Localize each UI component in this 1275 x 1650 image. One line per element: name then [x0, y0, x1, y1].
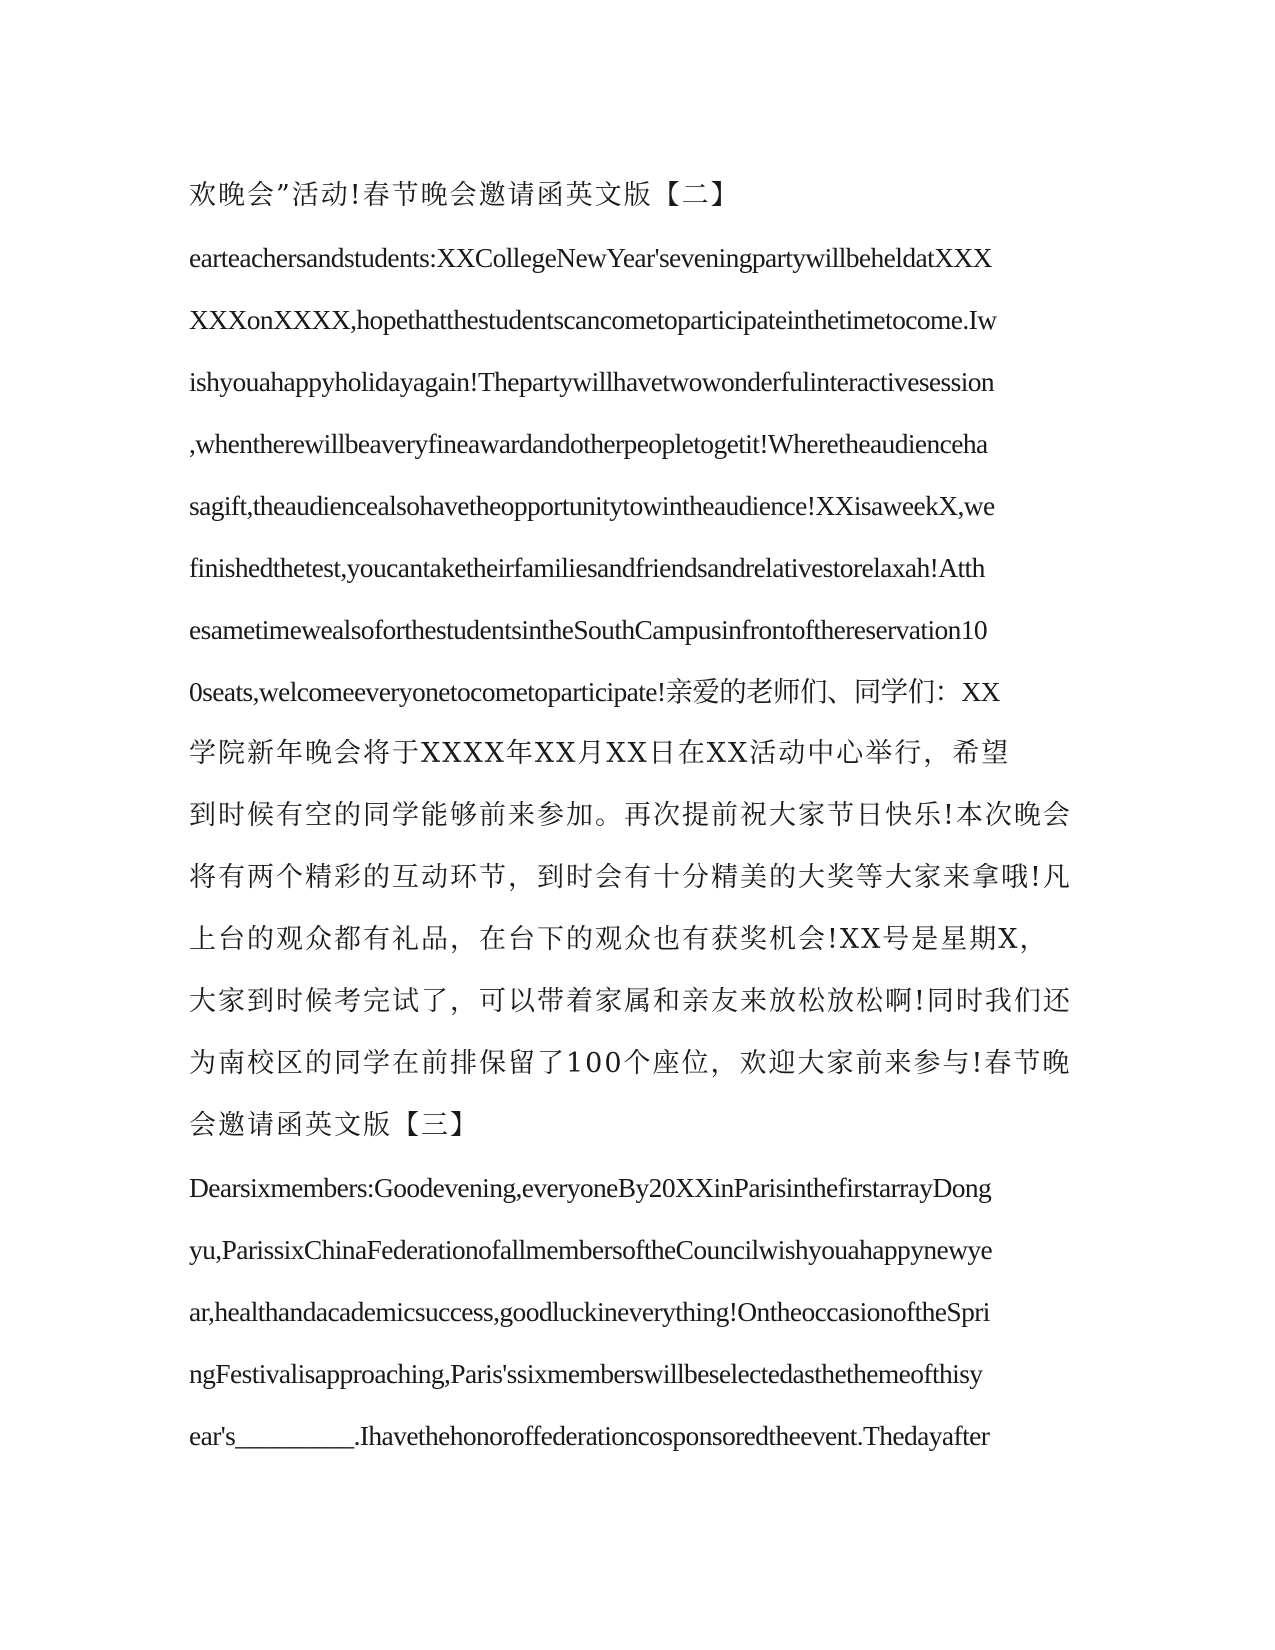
text-line: yu,ParissixChinaFederationofallmembersoftheCouncilwishyouahappynewye — [189, 1234, 993, 1265]
document-body — [189, 165, 1089, 1467]
text-line: esametimewealsoforthestudentsintheSouthCampusinfrontofthereservation10 — [189, 614, 988, 645]
text-line: 上台的观众都有礼品，在台下的观众也有获奖机会!XX号是星期X， — [189, 924, 1049, 955]
text-line: 将有两个精彩的互动环节，到时会有十分精美的大奖等大家来拿哦!凡 — [189, 862, 1072, 893]
text-line: 大家到时候考完试了，可以带着家属和亲友来放松放松啊!同时我们还 — [189, 986, 1072, 1017]
text-line: XXXonXXXX,hopethatthestudentscancometoparticipateinthetimetocome.Iw — [189, 304, 997, 335]
text-line: 欢晚会”活动!春节晚会邀请函英文版【二】 — [189, 180, 740, 211]
text-line: ishyouahappyholidayagain!Thepartywillhavetwowonderfulinteractivesession — [189, 366, 995, 397]
text-line: Dearsixmembers:Goodevening,everyoneBy20XXinParisinthefirstarrayDong — [189, 1172, 992, 1203]
text-line: 到时候有空的同学能够前来参加。再次提前祝大家节日快乐!本次晚会 — [189, 800, 1072, 831]
text-line: earteachersandstudents:XXCollegeNewYear'seveningpartywillbeheldatXXX — [189, 242, 992, 273]
text-line: ar,healthandacademicsuccess,goodluckineverything!OntheoccasionoftheSpri — [189, 1296, 990, 1327]
text-line: 0seats,welcomeeveryonetocometoparticipate!亲爱的老师们、同学们：XX — [189, 676, 1000, 707]
text-line: 学院新年晚会将于XXXX年XX月XX日在XX活动中心举行，希望 — [189, 738, 1011, 769]
text-line: sagift,theaudiencealsohavetheopportunitytowintheaudience!XXisaweekX,we — [189, 490, 995, 521]
text-line: ear's_________.Ihavethehonoroffederationcosponsoredtheevent.Thedayafter — [189, 1420, 990, 1451]
text-line: finishedthetest,youcantaketheirfamiliesandfriendsandrelativestorelaxah!Atth — [189, 552, 985, 583]
text-line: 为南校区的同学在前排保留了100个座位，欢迎大家前来参与!春节晚 — [189, 1048, 1072, 1079]
text-line: ngFestivalisapproaching,Paris'ssixmemberswillbeselectedasthethemeofthisy — [189, 1358, 983, 1389]
text-line: ,whentherewillbeaveryfineawardandotherpeopletogetit!Wheretheaudienceha — [189, 428, 988, 459]
text-line: 会邀请函英文版【三】 — [189, 1110, 479, 1141]
